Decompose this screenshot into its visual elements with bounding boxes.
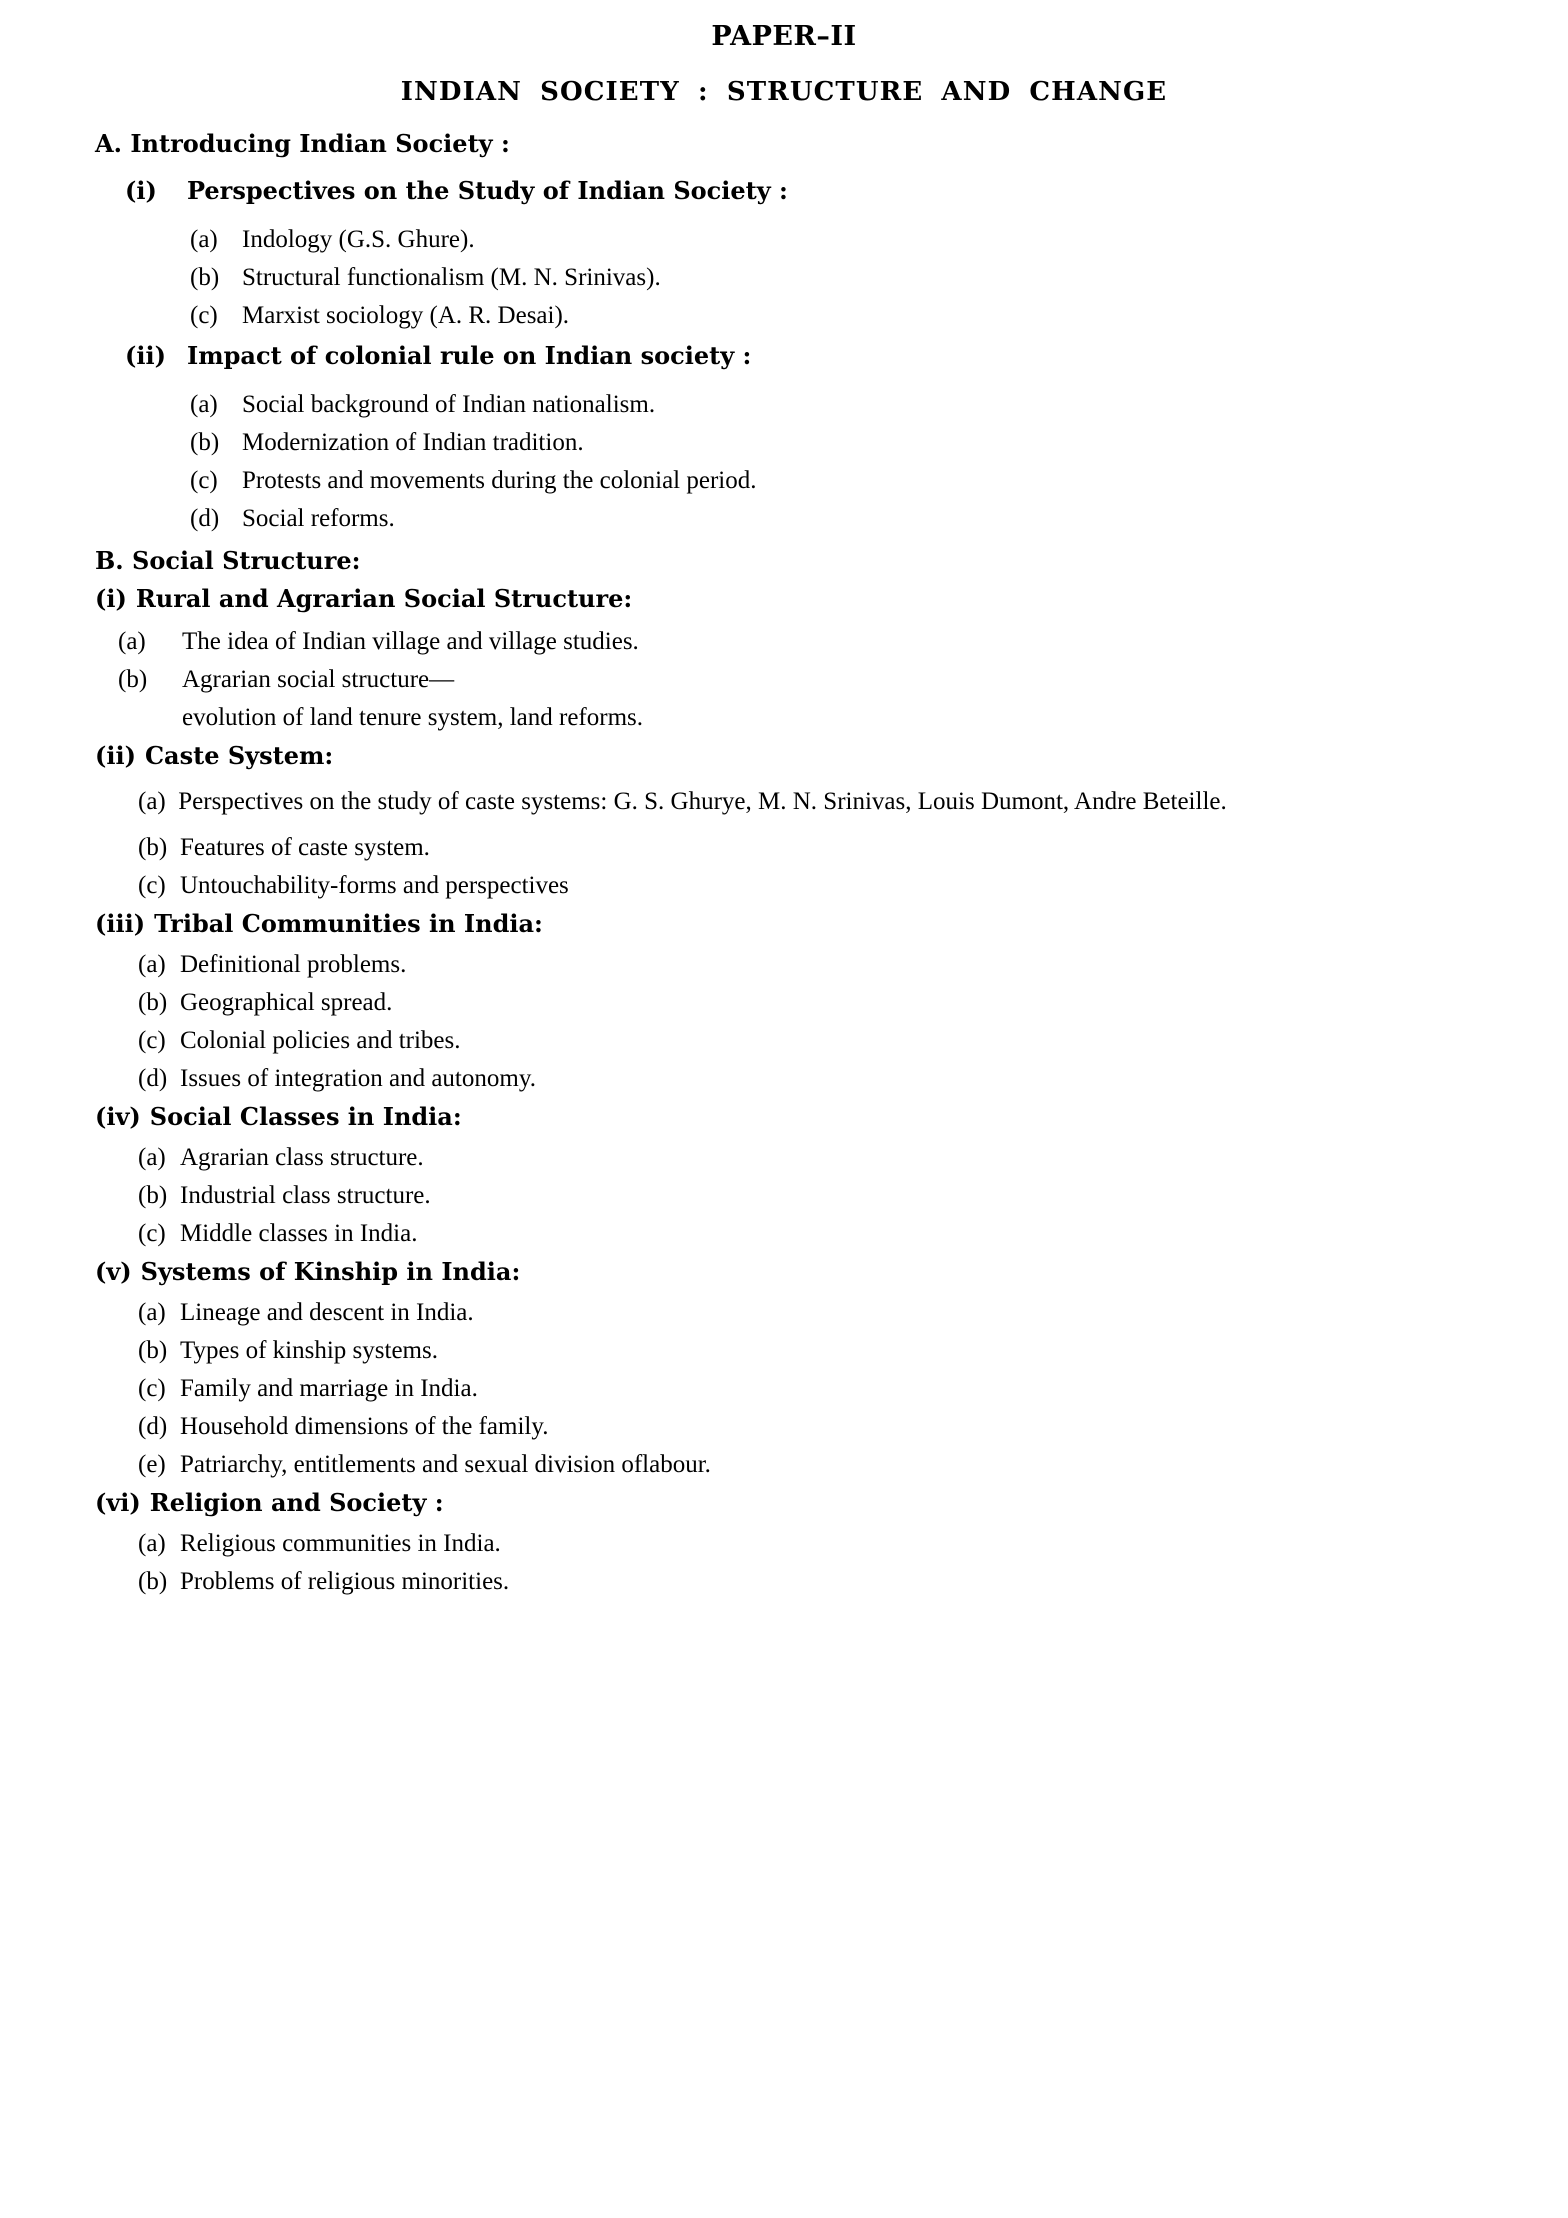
subsection-heading-b-vi bbox=[0, 1487, 1568, 1517]
item-text: Social reforms. bbox=[242, 505, 395, 533]
item-text: Features of caste system. bbox=[180, 833, 430, 861]
section-heading-a: A. Introducing Indian Society : bbox=[95, 129, 510, 159]
item-marker: (b) bbox=[138, 833, 168, 861]
item-marker: (c) bbox=[138, 871, 166, 899]
item-text: Colonial policies and tribes. bbox=[180, 1026, 461, 1054]
list-item bbox=[0, 629, 1568, 654]
item-marker: (b) bbox=[118, 666, 148, 694]
subsection-label: Religion and Society : bbox=[149, 1487, 444, 1517]
item-marker: (a) bbox=[138, 950, 166, 978]
item-text: Agrarian class structure. bbox=[180, 1143, 424, 1171]
list-item bbox=[0, 1414, 1568, 1439]
subsection-heading-b-iii bbox=[0, 908, 1568, 938]
list-item-continuation bbox=[0, 705, 1568, 730]
item-text: Lineage and descent in India. bbox=[180, 1298, 474, 1326]
item-text: Industrial class structure. bbox=[180, 1181, 431, 1209]
item-marker: (c) bbox=[138, 1374, 166, 1402]
item-marker: (c) bbox=[138, 1219, 166, 1247]
item-text: Types of kinship systems. bbox=[180, 1336, 438, 1364]
subsection-marker: (i) bbox=[95, 584, 127, 614]
item-text: Perspectives on the study of caste systems: G. S. Ghurye, M. N. Srinivas, Louis Dumont, Andre Beteille. bbox=[178, 788, 1227, 816]
subsection-marker: (v) bbox=[95, 1256, 132, 1286]
subsection-marker: (i) bbox=[125, 176, 157, 206]
item-marker: (b) bbox=[138, 1567, 168, 1595]
item-text: Social background of Indian nationalism. bbox=[242, 391, 656, 419]
item-marker: (d) bbox=[138, 1412, 168, 1440]
item-marker: (b) bbox=[138, 1336, 168, 1364]
subsection-label: Social Classes in India: bbox=[149, 1101, 462, 1131]
item-text: Issues of integration and autonomy. bbox=[180, 1064, 536, 1092]
item-marker: (d) bbox=[138, 1064, 168, 1092]
section-heading-b: B. Social Structure: bbox=[95, 546, 361, 576]
item-marker: (a) bbox=[190, 226, 218, 254]
list-item bbox=[0, 873, 1568, 898]
list-item bbox=[0, 1145, 1568, 1170]
list-item bbox=[0, 1338, 1568, 1363]
item-text: Marxist sociology (A. R. Desai). bbox=[242, 302, 570, 330]
item-marker: (a) bbox=[138, 1143, 166, 1171]
subsection-marker: (vi) bbox=[95, 1487, 141, 1517]
item-text: Indology (G.S. Ghure). bbox=[242, 226, 475, 254]
item-marker: (c) bbox=[138, 1026, 166, 1054]
item-marker: (d) bbox=[190, 505, 220, 533]
list-item bbox=[0, 990, 1568, 1015]
list-item bbox=[0, 1569, 1568, 1594]
item-marker: (a) bbox=[138, 1298, 166, 1326]
subsection-label: Tribal Communities in India: bbox=[154, 908, 543, 938]
item-marker: (b) bbox=[190, 429, 220, 457]
item-marker: (a) bbox=[138, 788, 166, 816]
item-text: Modernization of Indian tradition. bbox=[242, 429, 584, 457]
subsection-heading-b-i bbox=[0, 584, 1568, 614]
item-text: Religious communities in India. bbox=[180, 1529, 501, 1557]
subsection-marker: (iv) bbox=[95, 1101, 141, 1131]
item-marker: (a) bbox=[138, 1529, 166, 1557]
page-title: PAPER–II bbox=[711, 21, 857, 52]
item-text: Middle classes in India. bbox=[180, 1219, 418, 1247]
subsection-marker: (iii) bbox=[95, 908, 146, 938]
subsection-marker: (ii) bbox=[95, 741, 136, 771]
list-item bbox=[0, 430, 1568, 455]
list-item bbox=[0, 265, 1568, 290]
item-marker: (b) bbox=[190, 264, 220, 292]
item-marker: (b) bbox=[138, 1181, 168, 1209]
item-marker: (c) bbox=[190, 467, 218, 495]
item-marker: (b) bbox=[138, 988, 168, 1016]
list-item bbox=[0, 1183, 1568, 1208]
item-text: Structural functionalism (M. N. Srinivas). bbox=[242, 264, 661, 292]
item-text: Agrarian social structure— bbox=[182, 666, 455, 694]
list-item bbox=[0, 227, 1568, 252]
list-item bbox=[0, 1028, 1568, 1053]
subsection-label: Perspectives on the Study of Indian Society : bbox=[187, 176, 788, 206]
list-item bbox=[0, 1066, 1568, 1091]
list-item bbox=[0, 952, 1568, 977]
list-item bbox=[0, 1300, 1568, 1325]
list-item bbox=[0, 1531, 1568, 1556]
item-text: The idea of Indian village and village studies. bbox=[182, 628, 639, 656]
item-marker: (e) bbox=[138, 1450, 166, 1478]
list-item-paragraph bbox=[0, 784, 1568, 821]
list-item bbox=[0, 667, 1568, 692]
item-marker: (a) bbox=[190, 391, 218, 419]
subsection-heading-b-v bbox=[0, 1256, 1568, 1286]
subsection-label: Impact of colonial rule on Indian society : bbox=[187, 341, 752, 371]
list-item bbox=[0, 835, 1568, 860]
item-marker: (c) bbox=[190, 302, 218, 330]
item-text: Protests and movements during the colonial period. bbox=[242, 467, 757, 495]
item-text: Family and marriage in India. bbox=[180, 1374, 478, 1402]
item-text: Household dimensions of the family. bbox=[180, 1412, 549, 1440]
list-item bbox=[0, 303, 1568, 328]
list-item bbox=[0, 468, 1568, 493]
subsection-heading-a-ii bbox=[0, 341, 1568, 371]
subsection-marker: (ii) bbox=[125, 341, 166, 371]
list-item bbox=[0, 506, 1568, 531]
item-text: Patriarchy, entitlements and sexual division oflabour. bbox=[180, 1450, 711, 1478]
subsection-heading-b-iv bbox=[0, 1101, 1568, 1131]
subsection-heading-a-i bbox=[0, 176, 1568, 206]
subsection-label: Rural and Agrarian Social Structure: bbox=[135, 584, 633, 614]
list-item bbox=[0, 392, 1568, 417]
page-subtitle: INDIAN SOCIETY : STRUCTURE AND CHANGE bbox=[400, 76, 1168, 107]
list-item bbox=[0, 1376, 1568, 1401]
item-marker: (a) bbox=[118, 628, 146, 656]
item-text: evolution of land tenure system, land reforms. bbox=[182, 704, 643, 732]
subsection-label: Systems of Kinship in India: bbox=[140, 1256, 521, 1286]
item-text: Definitional problems. bbox=[180, 950, 407, 978]
item-text: Geographical spread. bbox=[180, 988, 393, 1016]
item-text: Problems of religious minorities. bbox=[180, 1567, 510, 1595]
item-text: Untouchability-forms and perspectives bbox=[180, 871, 569, 899]
list-item bbox=[0, 1452, 1568, 1477]
subsection-heading-b-ii bbox=[0, 741, 1568, 771]
subsection-label: Caste System: bbox=[144, 741, 334, 771]
list-item bbox=[0, 1221, 1568, 1246]
